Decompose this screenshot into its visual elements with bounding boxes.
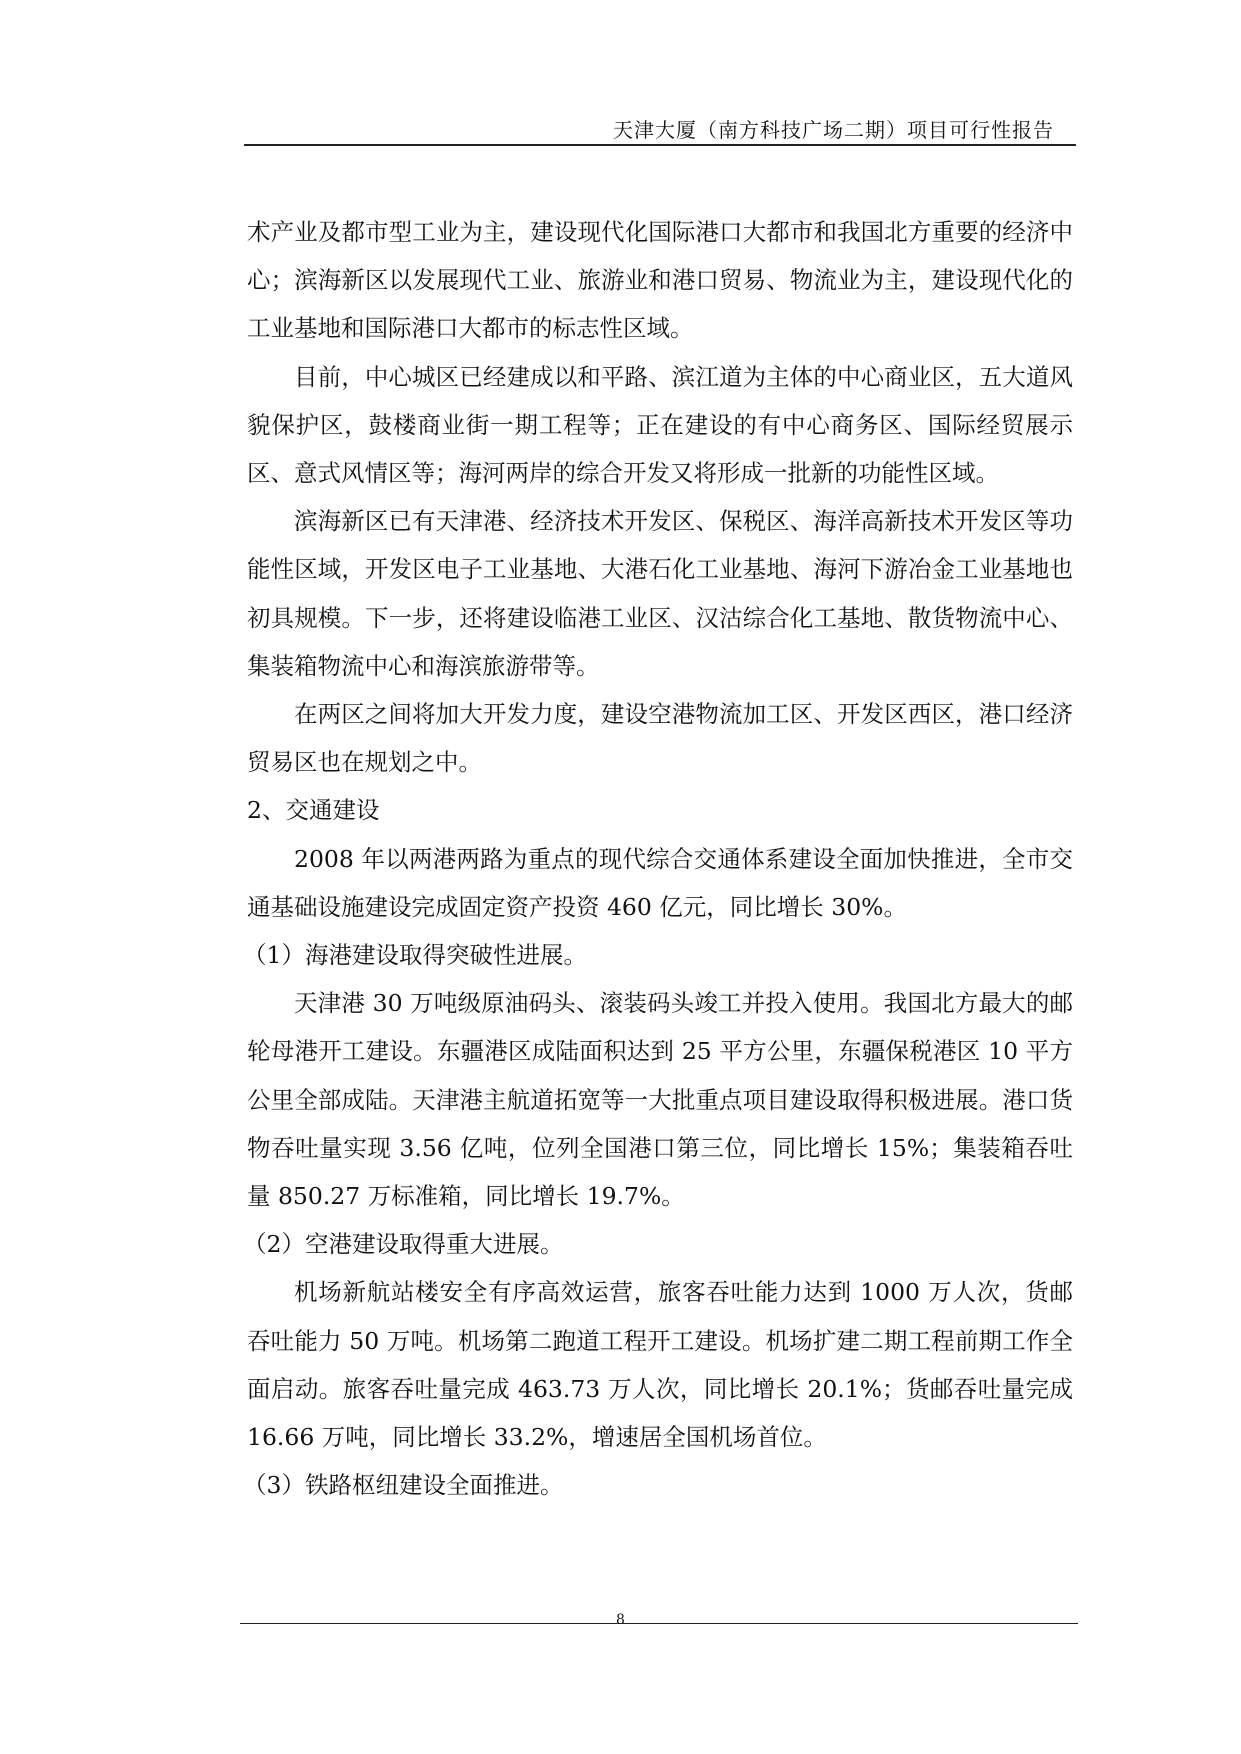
paragraph-between-districts: 在两区之间将加大开发力度，建设空港物流加工区、开发区西区，港口经济贸易区也在规划之中。 xyxy=(247,700,1073,777)
paragraph-central-city: 目前，中心城区已经建成以和平路、滨江道为主体的中心商业区，五大道风貌保护区，鼓楼商业街一期工程等；正在建设的有中心商务区、国际经贸展示区、意式风情区等；海河两岸的综合开发又将形成一批新的功能性区域。 xyxy=(247,362,1073,488)
header-title: 天津大厦（南方科技广场二期）项目可行性报告 xyxy=(613,118,1054,142)
page-number: 8 xyxy=(616,1612,625,1628)
paragraph-continuation: 术产业及都市型工业为主，建设现代化国际港口大都市和我国北方重要的经济中心；滨海新区以发展现代工业、旅游业和港口贸易、物流业为主，建设现代化的工业基地和国际港口大都市的标志性区域。 xyxy=(247,218,1073,343)
paragraph-airport: 机场新航站楼安全有序高效运营，旅客吞吐能力达到 1000 万人次，货邮吞吐能力 50 万吨。机场第二跑道工程开工建设。机场扩建二期工程前期工作全面启动。旅客吞吐量完成 463.73 万人次，同比增长 20.1%；货邮吞吐量完成 16.66 万吨，同比增长 33.2%，增速居全国机场首位。 xyxy=(247,1278,1073,1452)
subheading-railway: （3）铁路枢纽建设全面推进。 xyxy=(243,1471,564,1500)
page-header xyxy=(244,112,1076,146)
paragraph-binhai: 滨海新区已有天津港、经济技术开发区、保税区、海洋高新技术开发区等功能性区域，开发区电子工业基地、大港石化工业基地、海河下游冶金工业基地也初具规模。下一步，还将建设临港工业区、汉沽综合化工基地、散货物流中心、集装箱物流中心和海滨旅游带等。 xyxy=(247,507,1073,680)
footer-rule xyxy=(240,1623,1078,1625)
paragraph-transport-summary: 2008 年以两港两路为重点的现代综合交通体系建设全面加快推进，全市交通基础设施建设完成固定资产投资 460 亿元，同比增长 30%。 xyxy=(247,844,1073,921)
section-heading-transport: 2、交通建设 xyxy=(247,796,380,825)
document-body xyxy=(243,208,1073,1509)
subheading-seaport: （1）海港建设取得突破性进展。 xyxy=(243,941,587,970)
paragraph-seaport: 天津港 30 万吨级原油码头、滚装码头竣工并投入使用。我国北方最大的邮轮母港开工建设。东疆港区成陆面积达到 25 平方公里，东疆保税港区 10 平方公里全部成陆。天津港主航道拓宽等一大批重点项目建设取得积极进展。港口货物吞吐量实现 3.56 亿吨，位列全国港口第三位，同比增长 15%；集装箱吞吐量 850.27 万标准箱，同比增长 19.7%。 xyxy=(247,989,1073,1211)
subheading-airport: （2）空港建设取得重大进展。 xyxy=(243,1230,564,1259)
